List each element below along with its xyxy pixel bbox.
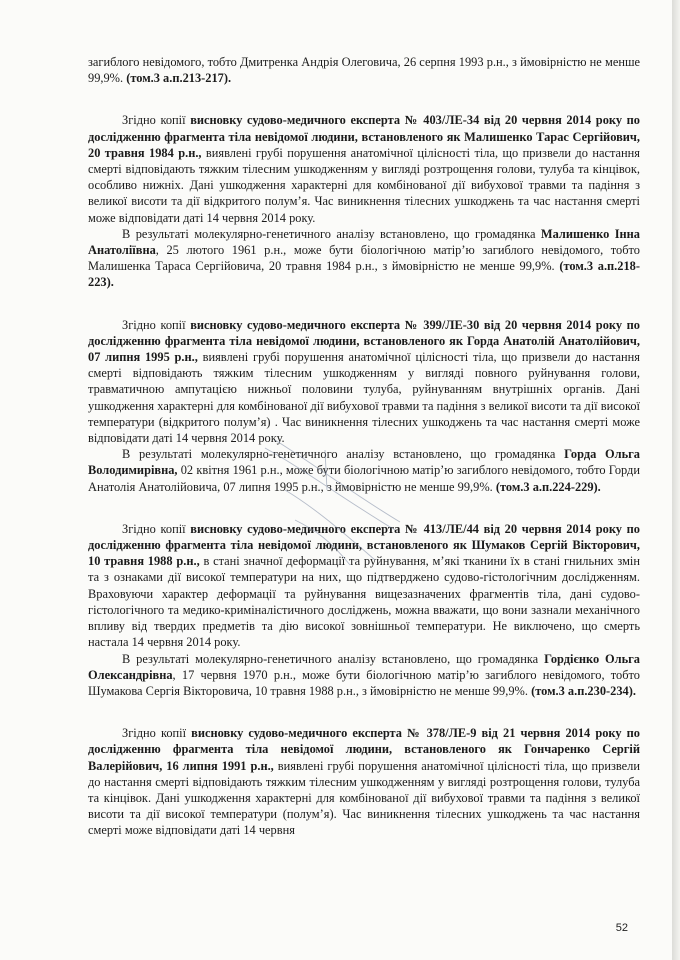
scan-edge <box>672 0 680 960</box>
volume-reference: (том.3 а.п.224-229). <box>495 479 601 494</box>
paragraph-text: виявлені грубі порушення анатомічної цілісності тіла, що призвели до настання смерті відповідають тяжким тілесним ушкодженням у вигляді розтрощення голови, тулуба та кінцівок. Дані ушкодження характерні для комбінованої дії вибухової травми та падіння з великої висоти та дії високої температури (полум’я). Час виникнення тілесних ушкоджень та час настання смерті може відповідати даті 14 червня <box>88 758 640 838</box>
paragraph-text: , 25 лютого 1961 р.н., може бути біологічною матір’ю загиблого невідомого, тобто Малишенка Тараса Сергійовича, 20 травня 1984 р.н., з ймовірністю не менше 99,9%. <box>88 243 640 274</box>
paragraph-intro: Згідно копії <box>122 113 191 128</box>
paragraph-text: , 17 червня 1970 р.н., може бути біологічною матір’ю загиблого невідомого, тобто Шумакова Сергія Вікторовича, 10 травня 1988 р.н., з ймовірністю не менше 99,9%. <box>88 667 640 698</box>
paragraph-intro: В результаті молекулярно-генетичного аналізу встановлено, що громадянка <box>122 226 541 241</box>
paragraph-text: загиблого невідомого, тобто Дмитренка Андрія Олеговича, 26 серпня 1993 р.н., з ймовірністю не менше 99,9%. <box>88 55 640 86</box>
paragraph-text: виявлені грубі порушення анатомічної цілісності тіла, що призвели до настання смерті відповідають тяжким тілесним ушкодженням у вигляді розтрощення голови, тулуба та кінцівок, особливо нижніх. Дані ушкодження характерні для комбінованої дії вибухової травми та падіння з великої висоти та дії відкритого полум’я. Час виникнення тілесних ушкоджень та час настання смерті може відповідати даті 14 червня 2014 року. <box>88 145 640 225</box>
expert-conclusion-heading: висновку судово-медичного експерта № 413/ЛЕ/44 від 20 червня 2014 року по дослідженню фрагмента тіла невідомої людини, встановленого як Шумаков Сергій Вікторович, 10 травня 1988 р.н., <box>88 521 640 569</box>
person-name: Гордієнко Ольга Олександрівна <box>88 651 640 682</box>
paragraph-intro: В результаті молекулярно-генетичного аналізу встановлено, що громадянка <box>122 447 565 462</box>
volume-reference: (том.3 а.п.213-217). <box>126 71 232 86</box>
expert-conclusion-heading: висновку судово-медичного експерта № 378/ЛЕ-9 від 21 червня 2014 року по дослідженню фрагмента тіла невідомої людини, встановленого як Гончаренко Сергій Валерійович, 16 липня 1991 р.н., <box>88 726 640 773</box>
paragraph-expert-403 <box>88 112 640 225</box>
paragraph-expert-378 <box>88 725 640 838</box>
paragraph-intro: Згідно копії <box>122 317 191 332</box>
page-number: 52 <box>615 922 628 934</box>
expert-conclusion-heading: висновку судово-медичного експерта № 403/ЛЕ-34 від 20 червня 2014 року по дослідженню фрагмента тіла невідомої людини, встановленого як Малишенко Тарас Сергійович, 20 травня 1984 р.н., <box>88 113 640 160</box>
paragraph-text: виявлені грубі порушення анатомічної цілісності тіла, що призвели до настання смерті відповідають тяжким тілесним ушкодженням у вигляді повного руйнування голови, травматичною ампутацією нижньої половини тулуба, руйнуванням внутрішніх органів. Дані ушкодження характерні для комбінованої дії вибухової травми та падіння з великої висоти та дії високої температури (відкритого полум’я) . Час виникнення тілесних ушкоджень та час настання смерті може відповідати даті 14 червня 2014 року. <box>88 350 640 446</box>
paragraph-dna-shumakov <box>88 651 640 700</box>
expert-conclusion-heading: висновку судово-медичного експерта № 399/ЛЕ-30 від 20 червня 2014 року по дослідженню фрагмента тіла невідомої людини, встановленого як Горда Анатолій Анатолійович, 07 липня 1995 р.н., <box>88 317 640 365</box>
paragraph-dmytrenko-continuation <box>88 54 640 86</box>
paragraph-dna-malyshenko <box>88 226 640 291</box>
paragraph-text: 02 квітня 1961 р.н., може бути біологічною матір’ю загиблого невідомого, тобто Горди Анатолія Анатолійовича, 07 липня 1995 р.н., з ймовірністю не менше 99,9%. <box>88 463 640 494</box>
paragraph-expert-413 <box>88 521 640 651</box>
paragraph-dna-gorda <box>88 446 640 495</box>
document-body <box>88 0 640 839</box>
paragraph-intro: Згідно копії <box>122 726 192 741</box>
paragraph-expert-399 <box>88 317 640 447</box>
paragraph-intro: Згідно копії <box>122 521 191 536</box>
person-name: Горда Ольга Володимирівна, <box>88 447 640 478</box>
person-name: Малишенко Інна Анатоліївна <box>88 226 640 258</box>
paragraph-intro: В результаті молекулярно-генетичного аналізу встановлено, що громадянка <box>122 651 545 666</box>
paragraph-text: в стані значної деформації та руйнування, м’які тканини їх в стані гнильних змін та з ознаками дії високої температури на них, що підтверджено судово-гістологічним дослідженням. Враховуючи характер деформації та руйнування вищезазначених фрагментів тіла, дані судово-гістологічного та медико-криміналістичного досліджень, можна вважати, що вони зазнали механічного впливу від твердих предметів та дію високої зовнішньої температури. Не виключено, що смерть настала 14 червня 2014 року. <box>88 554 640 650</box>
volume-reference: (том.3 а.п.230-234). <box>531 683 636 698</box>
volume-reference: (том.3 а.п.218-223). <box>88 259 640 290</box>
